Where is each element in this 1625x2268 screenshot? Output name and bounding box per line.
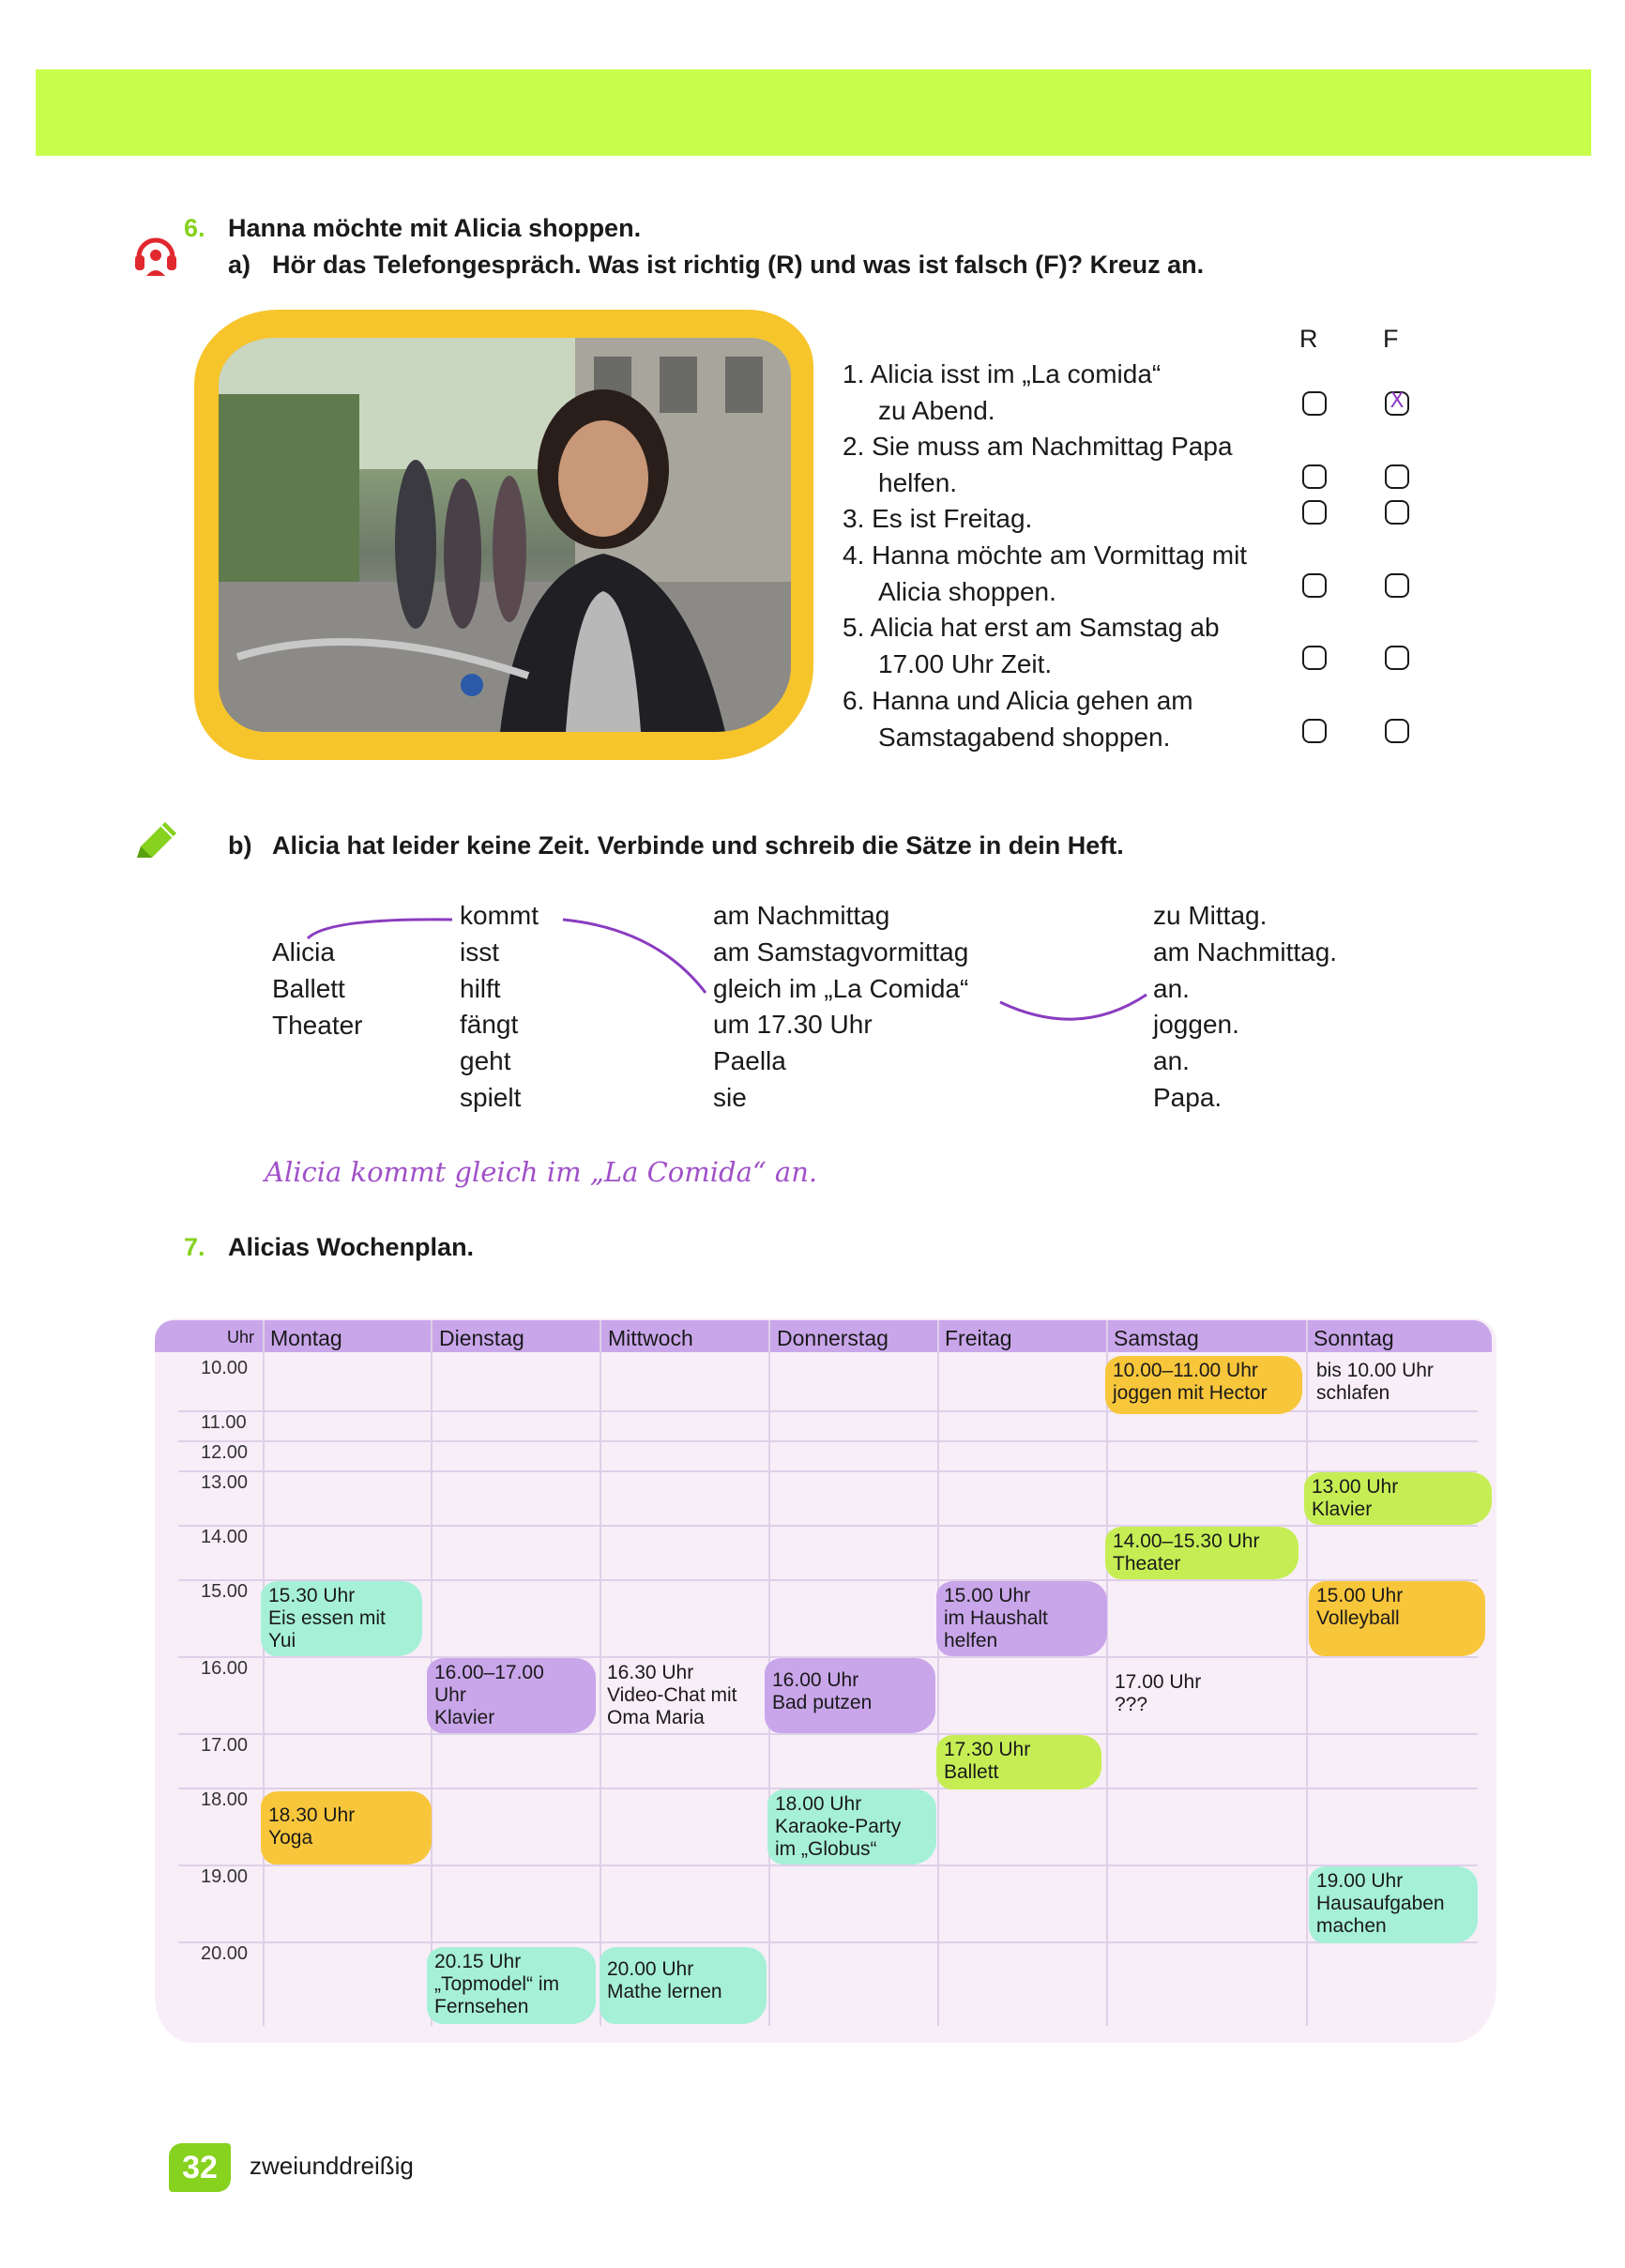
word: zu Mittag. bbox=[1153, 901, 1268, 930]
grid-line bbox=[263, 1320, 265, 2026]
word: Alicia bbox=[272, 937, 335, 967]
event-mittwoch-mathe: 20.00 Uhr Mathe lernen bbox=[600, 1947, 767, 2024]
part-b-instruction: Alicia hat leider keine Zeit. Verbinde und schreib die Sätze in dein Heft. bbox=[272, 831, 1124, 860]
checkbox-f-5[interactable] bbox=[1385, 646, 1409, 670]
connector-line bbox=[563, 920, 706, 993]
rf-statement-6: 6. Hanna und Alicia gehen am Samstagabend shoppen. bbox=[843, 686, 1193, 752]
word: am Nachmittag. bbox=[1153, 936, 1338, 967]
grid-line bbox=[178, 1865, 1478, 1866]
event-sonntag-schlafen: bis 10.00 Uhr schlafen bbox=[1316, 1360, 1434, 1404]
word: Theater bbox=[272, 1010, 363, 1040]
grid-line bbox=[178, 1941, 1478, 1943]
checkbox-r-2[interactable] bbox=[1302, 464, 1327, 489]
handwritten-example-answer: Alicia kommt gleich im „La Comida“ an. bbox=[265, 1156, 818, 1188]
day-header-donnerstag: Donnerstag bbox=[777, 1326, 888, 1350]
word: an. bbox=[1153, 973, 1190, 1003]
event-dienstag-klavier: 16.00–17.00 Uhr Klavier bbox=[427, 1658, 596, 1733]
event-montag-yoga: 18.30 Uhr Yoga bbox=[261, 1791, 432, 1865]
word: um 17.30 Uhr bbox=[713, 1010, 873, 1040]
event-sonntag-volleyball: 15.00 Uhr Volleyball bbox=[1309, 1581, 1485, 1656]
word-column-complements bbox=[713, 898, 968, 1117]
connector-line bbox=[1000, 995, 1147, 1019]
exercise-6-title: Hanna möchte mit Alicia shoppen. bbox=[228, 214, 642, 242]
event-donnerstag-bad-putzen: 16.00 Uhr Bad putzen bbox=[765, 1658, 935, 1733]
rf-statement-5: 5. Alicia hat erst am Samstag ab 17.00 Uhr Zeit. bbox=[843, 613, 1220, 678]
exercise-6-number: 6. bbox=[184, 214, 205, 242]
checkbox-f-2[interactable] bbox=[1385, 464, 1409, 489]
headphones-icon bbox=[131, 229, 180, 280]
event-sonntag-klavier: 13.00 Uhr Klavier bbox=[1304, 1472, 1492, 1525]
event-mittwoch-video-chat: 16.30 Uhr Video-Chat mit Oma Maria bbox=[607, 1662, 737, 1728]
event-samstag-unknown: 17.00 Uhr ??? bbox=[1115, 1671, 1202, 1715]
event-donnerstag-karaoke: 18.00 Uhr Karaoke-Party im „Globus“ bbox=[767, 1789, 936, 1865]
word-column-verbs bbox=[460, 898, 539, 1117]
word: am Nachmittag bbox=[713, 901, 890, 930]
day-header-montag: Montag bbox=[270, 1326, 342, 1350]
event-montag-eis-essen: 15.30 Uhr Eis essen mit Yui bbox=[261, 1581, 422, 1656]
time-label: 12.00 bbox=[201, 1442, 249, 1463]
checkbox-r-4[interactable] bbox=[1302, 573, 1327, 598]
checkbox-f-1[interactable] bbox=[1385, 391, 1409, 416]
word: Ballett bbox=[272, 973, 345, 1003]
pencil-icon bbox=[131, 818, 180, 863]
checkbox-r-5[interactable] bbox=[1302, 646, 1327, 670]
rf-statement-1: 1. Alicia isst im „La comida“ zu Abend. bbox=[843, 359, 1162, 425]
header-bar bbox=[36, 69, 1591, 156]
word-column-subjects bbox=[272, 935, 363, 1043]
check-mark: X bbox=[1390, 389, 1405, 413]
page-number: 32 bbox=[169, 2143, 231, 2192]
grid-line bbox=[178, 1470, 1478, 1472]
event-samstag-joggen: 10.00–11.00 Uhr joggen mit Hector bbox=[1105, 1356, 1302, 1414]
rf-statement-4: 4. Hanna möchte am Vormittag mit Alicia shoppen. bbox=[843, 540, 1248, 606]
rf-statement-2: 2. Sie muss am Nachmittag Papa helfen. bbox=[843, 432, 1233, 497]
time-label: 17.00 bbox=[201, 1735, 249, 1756]
grid-line bbox=[1306, 1320, 1308, 2026]
day-header-samstag: Samstag bbox=[1114, 1326, 1199, 1350]
event-sonntag-hausaufgaben: 19.00 Uhr Hausaufgaben machen bbox=[1309, 1866, 1478, 1943]
part-a-label: a) bbox=[228, 251, 251, 279]
rf-statement-3: 3. Es ist Freitag. bbox=[843, 504, 1033, 533]
checkbox-f-3[interactable] bbox=[1385, 500, 1409, 525]
day-header-sonntag: Sonntag bbox=[1314, 1326, 1394, 1350]
word: am Samstagvormittag bbox=[713, 936, 969, 967]
grid-line bbox=[178, 1440, 1478, 1442]
event-freitag-ballett: 17.30 Uhr Ballett bbox=[936, 1735, 1101, 1789]
time-label: 15.00 bbox=[201, 1581, 249, 1602]
word: spielt bbox=[460, 1082, 522, 1112]
part-a-instruction: Hör das Telefongespräch. Was ist richtig (R) und was ist falsch (F)? Kreuz an. bbox=[272, 251, 1205, 279]
checkbox-r-3[interactable] bbox=[1302, 500, 1327, 525]
page-number-word: zweiunddreißig bbox=[250, 2152, 414, 2180]
grid-line bbox=[937, 1320, 939, 2026]
word: Paella bbox=[713, 1046, 786, 1076]
time-label: 20.00 bbox=[201, 1943, 249, 1964]
word: Papa. bbox=[1153, 1082, 1223, 1112]
word: isst bbox=[460, 936, 499, 967]
time-label: 19.00 bbox=[201, 1866, 249, 1887]
checkbox-f-6[interactable] bbox=[1385, 719, 1409, 743]
word: kommt bbox=[460, 901, 539, 930]
word: gleich im „La Comida“ bbox=[713, 973, 969, 1003]
grid-line bbox=[1106, 1320, 1108, 2026]
event-freitag-haushalt: 15.00 Uhr im Haushalt helfen bbox=[936, 1581, 1107, 1656]
time-label: 13.00 bbox=[201, 1472, 249, 1493]
time-label: 16.00 bbox=[201, 1658, 249, 1679]
time-column-header: Uhr bbox=[227, 1328, 255, 1347]
checkbox-r-1[interactable] bbox=[1302, 391, 1327, 416]
grid-line bbox=[178, 1733, 1478, 1735]
exercise-7-number: 7. bbox=[184, 1233, 205, 1261]
column-f-header: F bbox=[1383, 325, 1399, 353]
day-header-mittwoch: Mittwoch bbox=[608, 1326, 693, 1350]
exercise-7-title: Alicias Wochenplan. bbox=[228, 1233, 475, 1261]
time-label: 18.00 bbox=[201, 1789, 249, 1810]
word: geht bbox=[460, 1046, 511, 1076]
day-header-dienstag: Dienstag bbox=[439, 1326, 524, 1350]
checkbox-f-4[interactable] bbox=[1385, 573, 1409, 598]
word: sie bbox=[713, 1082, 747, 1112]
word: fängt bbox=[460, 1010, 519, 1040]
time-label: 11.00 bbox=[201, 1412, 247, 1433]
checkbox-r-6[interactable] bbox=[1302, 719, 1327, 743]
word: hilft bbox=[460, 973, 501, 1003]
word: an. bbox=[1153, 1046, 1190, 1076]
word: joggen. bbox=[1153, 1010, 1239, 1040]
time-label: 14.00 bbox=[201, 1527, 249, 1547]
event-samstag-theater: 14.00–15.30 Uhr Theater bbox=[1105, 1527, 1298, 1579]
photo-girl-with-bicycle bbox=[219, 338, 791, 732]
column-r-header: R bbox=[1299, 325, 1318, 353]
word-column-endings bbox=[1153, 898, 1337, 1117]
event-dienstag-topmodel: 20.15 Uhr „Topmodel“ im Fernsehen bbox=[427, 1947, 596, 2024]
part-b-label: b) bbox=[228, 831, 252, 860]
time-label: 10.00 bbox=[201, 1358, 249, 1378]
day-header-freitag: Freitag bbox=[945, 1326, 1012, 1350]
